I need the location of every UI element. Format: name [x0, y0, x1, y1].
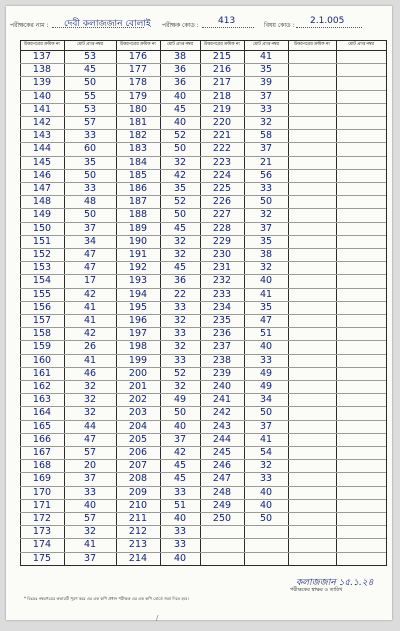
serial-number-cell: 207: [128, 460, 148, 472]
serial-number-cell: 193: [128, 275, 148, 287]
serial-number-cell: 200: [128, 367, 148, 379]
marks-cell: 37: [83, 552, 97, 564]
serial-number-cell: 243: [212, 420, 232, 432]
column-header: মোট প্রাপ্ত নম্বর: [253, 42, 279, 47]
marks-cell: 37: [259, 420, 273, 432]
marks-cell: 35: [83, 156, 97, 168]
marks-cell: 32: [83, 381, 97, 392]
serial-number-cell: 187: [128, 196, 148, 208]
serial-number-cell: 208: [128, 473, 148, 485]
serial-number-cell: 166: [32, 433, 52, 445]
serial-number-cell: 228: [212, 222, 232, 234]
marks-cell: 33: [259, 354, 273, 366]
marks-cell: 41: [259, 51, 273, 62]
marks-cell: 32: [83, 526, 97, 538]
marks-cell: 57: [83, 117, 97, 128]
marks-cell: 40: [83, 499, 97, 511]
marks-cell: 50: [173, 407, 187, 419]
marks-cell: 47: [83, 249, 97, 260]
examiner-code-label: পরীক্ষক কোড :: [162, 22, 199, 29]
column-header: মোট প্রাপ্ত নম্বর: [77, 42, 103, 47]
subject-code-line: [296, 27, 362, 28]
marks-cell: 35: [259, 64, 273, 76]
serial-number-cell: 173: [32, 526, 52, 538]
marks-cell: 32: [259, 262, 273, 274]
subject-code-value: 2.1.005: [310, 16, 345, 26]
serial-number-cell: 175: [32, 552, 52, 564]
serial-number-cell: 204: [128, 420, 148, 432]
marks-cell: 50: [259, 196, 273, 208]
marks-cell: 40: [173, 420, 187, 432]
serial-number-cell: 196: [128, 315, 148, 326]
serial-number-cell: 234: [212, 301, 232, 313]
serial-number-cell: 144: [32, 143, 52, 155]
marks-cell: 50: [259, 407, 273, 419]
serial-number-cell: 185: [128, 169, 148, 181]
serial-number-cell: 161: [32, 367, 52, 379]
serial-number-cell: 154: [32, 275, 52, 287]
marks-cell: 37: [83, 473, 97, 485]
serial-number-cell: 190: [128, 235, 148, 247]
marks-cell: 40: [173, 117, 187, 128]
marks-cell: 32: [83, 394, 97, 406]
marks-cell: 50: [83, 169, 97, 181]
serial-number-cell: 199: [128, 354, 148, 366]
serial-number-cell: 169: [32, 473, 52, 485]
serial-number-cell: 174: [32, 539, 52, 551]
marks-cell: 37: [173, 433, 187, 445]
marks-cell: 45: [83, 64, 97, 76]
serial-number-cell: 165: [32, 420, 52, 432]
marks-cell: 33: [173, 301, 187, 313]
serial-number-cell: 225: [212, 183, 232, 194]
serial-number-cell: 241: [212, 394, 232, 406]
serial-number-cell: 226: [212, 196, 232, 208]
marks-cell: 41: [83, 354, 97, 366]
examiner-signature: কলাজজান ১৫.১.২৪: [296, 578, 374, 588]
marks-cell: 50: [83, 209, 97, 221]
marks-cell: 40: [173, 90, 187, 102]
marks-cell: 54: [259, 447, 273, 458]
marks-cell: 38: [173, 51, 187, 62]
examiner-code-line: [202, 27, 254, 28]
serial-number-cell: 137: [32, 51, 52, 62]
serial-number-cell: 244: [212, 433, 232, 445]
marks-cell: 21: [259, 156, 273, 168]
serial-number-cell: 205: [128, 433, 148, 445]
marks-cell: 34: [259, 394, 273, 406]
serial-number-cell: 148: [32, 196, 52, 208]
marks-cell: 41: [259, 288, 273, 300]
serial-number-cell: 177: [128, 64, 148, 76]
marks-cell: 35: [259, 301, 273, 313]
serial-number-cell: 231: [212, 262, 232, 274]
marks-cell: 42: [83, 328, 97, 340]
marks-cell: 40: [173, 513, 187, 524]
serial-number-cell: 206: [128, 447, 148, 458]
serial-number-cell: 203: [128, 407, 148, 419]
marks-cell: 39: [259, 77, 273, 89]
marks-cell: 45: [173, 222, 187, 234]
marks-cell: 33: [173, 486, 187, 498]
marks-cell: 35: [173, 183, 187, 194]
marks-cell: 44: [83, 420, 97, 432]
serial-number-cell: 220: [212, 117, 232, 128]
marks-cell: 52: [173, 130, 187, 142]
marks-cell: 46: [83, 367, 97, 379]
marks-cell: 32: [259, 209, 273, 221]
serial-number-cell: 164: [32, 407, 52, 419]
serial-number-cell: 238: [212, 354, 232, 366]
serial-number-cell: 242: [212, 407, 232, 419]
marks-cell: 32: [173, 156, 187, 168]
marks-cell: 26: [83, 341, 97, 353]
marks-cell: 32: [173, 249, 187, 260]
serial-number-cell: 178: [128, 77, 148, 89]
examiner-name-label: পরীক্ষকের নাম :: [10, 22, 49, 29]
serial-number-cell: 189: [128, 222, 148, 234]
marks-cell: 50: [173, 209, 187, 221]
marks-cell: 22: [173, 288, 187, 300]
serial-number-cell: 191: [128, 249, 148, 260]
serial-number-cell: 163: [32, 394, 52, 406]
column-rule: [288, 40, 289, 566]
marks-cell: 20: [83, 460, 97, 472]
serial-number-cell: 155: [32, 288, 52, 300]
serial-number-cell: 172: [32, 513, 52, 524]
serial-number-cell: 215: [212, 51, 232, 62]
serial-number-cell: 221: [212, 130, 232, 142]
serial-number-cell: 224: [212, 169, 232, 181]
serial-number-cell: 222: [212, 143, 232, 155]
serial-number-cell: 168: [32, 460, 52, 472]
marks-cell: 41: [83, 539, 97, 551]
page-mark: /: [156, 614, 159, 622]
serial-number-cell: 213: [128, 539, 148, 551]
marks-cell: 37: [259, 143, 273, 155]
marks-cell: 33: [259, 183, 273, 194]
marks-cell: 36: [173, 64, 187, 76]
answer-sheet: [6, 6, 392, 620]
serial-number-cell: 212: [128, 526, 148, 538]
sheet-header: [6, 18, 392, 32]
serial-number-cell: 180: [128, 103, 148, 115]
serial-number-cell: 236: [212, 328, 232, 340]
marks-cell: 34: [83, 235, 97, 247]
marks-cell: 37: [259, 90, 273, 102]
marks-cell: 33: [173, 526, 187, 538]
marks-cell: 58: [259, 130, 273, 142]
serial-number-cell: 186: [128, 183, 148, 194]
serial-number-cell: 232: [212, 275, 232, 287]
marks-cell: 42: [173, 169, 187, 181]
marks-cell: 32: [173, 381, 187, 392]
marks-cell: 37: [259, 222, 273, 234]
serial-number-cell: 216: [212, 64, 232, 76]
marks-cell: 33: [83, 183, 97, 194]
marks-cell: 32: [173, 341, 187, 353]
marks-cell: 35: [259, 235, 273, 247]
serial-number-cell: 152: [32, 249, 52, 260]
footnote: * বিঃদ্রঃ নম্বরপত্রের কভারটি পূরণ করে এর এক কপি প্রধান পরীক্ষক এর এক কপি বোর্ডে জমা দিতে হবে।: [24, 596, 189, 601]
serial-number-cell: 140: [32, 90, 52, 102]
serial-number-cell: 160: [32, 354, 52, 366]
marks-cell: 57: [83, 447, 97, 458]
marks-cell: 45: [173, 262, 187, 274]
serial-number-cell: 183: [128, 143, 148, 155]
serial-number-cell: 184: [128, 156, 148, 168]
serial-number-cell: 167: [32, 447, 52, 458]
marks-cell: 53: [83, 51, 97, 62]
serial-number-cell: 195: [128, 301, 148, 313]
marks-cell: 41: [83, 301, 97, 313]
serial-number-cell: 247: [212, 473, 232, 485]
marks-cell: 52: [173, 367, 187, 379]
serial-number-cell: 245: [212, 447, 232, 458]
marks-cell: 40: [259, 275, 273, 287]
serial-number-cell: 146: [32, 169, 52, 181]
serial-number-cell: 218: [212, 90, 232, 102]
serial-number-cell: 171: [32, 499, 52, 511]
subject-code-label: বিষয় কোড :: [264, 22, 295, 29]
serial-number-cell: 249: [212, 499, 232, 511]
serial-number-cell: 239: [212, 367, 232, 379]
marks-table: [20, 40, 386, 566]
serial-number-cell: 223: [212, 156, 232, 168]
column-header: উত্তরপত্রের ক্রমিক নং: [293, 42, 331, 47]
marks-cell: 41: [259, 433, 273, 445]
marks-cell: 52: [173, 196, 187, 208]
serial-number-cell: 179: [128, 90, 148, 102]
column-header: উত্তরপত্রের ক্রমিক নং: [203, 42, 241, 47]
serial-number-cell: 188: [128, 209, 148, 221]
serial-number-cell: 181: [128, 117, 148, 128]
examiner-name-value: দেবী কলাজজান বোলাই: [64, 19, 151, 29]
serial-number-cell: 230: [212, 249, 232, 260]
marks-cell: 48: [83, 196, 97, 208]
serial-number-cell: 149: [32, 209, 52, 221]
marks-cell: 33: [259, 473, 273, 485]
marks-cell: 32: [259, 117, 273, 128]
marks-cell: 45: [173, 473, 187, 485]
serial-number-cell: 235: [212, 315, 232, 326]
column-header: উত্তরপত্রের ক্রমিক নং: [23, 42, 61, 47]
marks-cell: 40: [259, 341, 273, 353]
marks-cell: 49: [259, 381, 273, 392]
serial-number-cell: 219: [212, 103, 232, 115]
signature-label: পরীক্ষকের স্বাক্ষর ও তারিখ: [290, 587, 343, 593]
marks-cell: 33: [259, 103, 273, 115]
serial-number-cell: 176: [128, 51, 148, 62]
column-rule: [336, 40, 337, 566]
serial-number-cell: 194: [128, 288, 148, 300]
marks-cell: 50: [259, 513, 273, 524]
serial-number-cell: 156: [32, 301, 52, 313]
marks-cell: 32: [173, 315, 187, 326]
serial-number-cell: 246: [212, 460, 232, 472]
serial-number-cell: 227: [212, 209, 232, 221]
marks-cell: 47: [83, 433, 97, 445]
marks-cell: 33: [173, 539, 187, 551]
serial-number-cell: 240: [212, 381, 232, 392]
serial-number-cell: 142: [32, 117, 52, 128]
serial-number-cell: 211: [128, 513, 148, 524]
column-header: মোট প্রাপ্ত নম্বর: [348, 42, 374, 47]
serial-number-cell: 197: [128, 328, 148, 340]
marks-cell: 47: [259, 315, 273, 326]
marks-cell: 33: [83, 486, 97, 498]
serial-number-cell: 192: [128, 262, 148, 274]
serial-number-cell: 145: [32, 156, 52, 168]
marks-cell: 40: [259, 486, 273, 498]
serial-number-cell: 233: [212, 288, 232, 300]
serial-number-cell: 210: [128, 499, 148, 511]
serial-number-cell: 151: [32, 235, 52, 247]
marks-cell: 49: [173, 394, 187, 406]
serial-number-cell: 153: [32, 262, 52, 274]
marks-cell: 42: [173, 447, 187, 458]
marks-cell: 40: [173, 552, 187, 564]
marks-cell: 17: [83, 275, 97, 287]
marks-cell: 55: [83, 90, 97, 102]
marks-cell: 33: [173, 328, 187, 340]
marks-cell: 36: [173, 77, 187, 89]
serial-number-cell: 150: [32, 222, 52, 234]
marks-cell: 56: [259, 169, 273, 181]
serial-number-cell: 141: [32, 103, 52, 115]
marks-cell: 51: [259, 328, 273, 340]
marks-cell: 33: [173, 354, 187, 366]
serial-number-cell: 170: [32, 486, 52, 498]
serial-number-cell: 202: [128, 394, 148, 406]
marks-cell: 51: [173, 499, 187, 511]
serial-number-cell: 159: [32, 341, 52, 353]
serial-number-cell: 237: [212, 341, 232, 353]
serial-number-cell: 143: [32, 130, 52, 142]
marks-cell: 40: [259, 499, 273, 511]
column-header: মোট প্রাপ্ত নম্বর: [167, 42, 193, 47]
column-rule: [386, 40, 387, 566]
marks-cell: 32: [173, 235, 187, 247]
serial-number-cell: 248: [212, 486, 232, 498]
marks-cell: 42: [83, 288, 97, 300]
serial-number-cell: 138: [32, 64, 52, 76]
marks-cell: 45: [173, 460, 187, 472]
marks-cell: 32: [259, 460, 273, 472]
marks-cell: 32: [83, 407, 97, 419]
serial-number-cell: 182: [128, 130, 148, 142]
marks-cell: 57: [83, 513, 97, 524]
serial-number-cell: 201: [128, 381, 148, 392]
marks-cell: 38: [259, 249, 273, 260]
marks-cell: 33: [83, 130, 97, 142]
marks-cell: 45: [173, 103, 187, 115]
serial-number-cell: 198: [128, 341, 148, 353]
serial-number-cell: 229: [212, 235, 232, 247]
marks-cell: 50: [173, 143, 187, 155]
marks-cell: 60: [83, 143, 97, 155]
marks-cell: 49: [259, 367, 273, 379]
serial-number-cell: 209: [128, 486, 148, 498]
serial-number-cell: 250: [212, 513, 232, 524]
marks-cell: 53: [83, 103, 97, 115]
serial-number-cell: 147: [32, 183, 52, 194]
marks-cell: 47: [83, 262, 97, 274]
marks-cell: 36: [173, 275, 187, 287]
column-header: উত্তরপত্রের ক্রমিক নং: [119, 42, 157, 47]
serial-number-cell: 162: [32, 381, 52, 392]
serial-number-cell: 157: [32, 315, 52, 326]
marks-cell: 50: [83, 77, 97, 89]
marks-cell: 37: [83, 222, 97, 234]
serial-number-cell: 217: [212, 77, 232, 89]
serial-number-cell: 214: [128, 552, 148, 564]
serial-number-cell: 139: [32, 77, 52, 89]
marks-cell: 41: [83, 315, 97, 326]
serial-number-cell: 158: [32, 328, 52, 340]
examiner-code-value: 413: [218, 16, 236, 26]
